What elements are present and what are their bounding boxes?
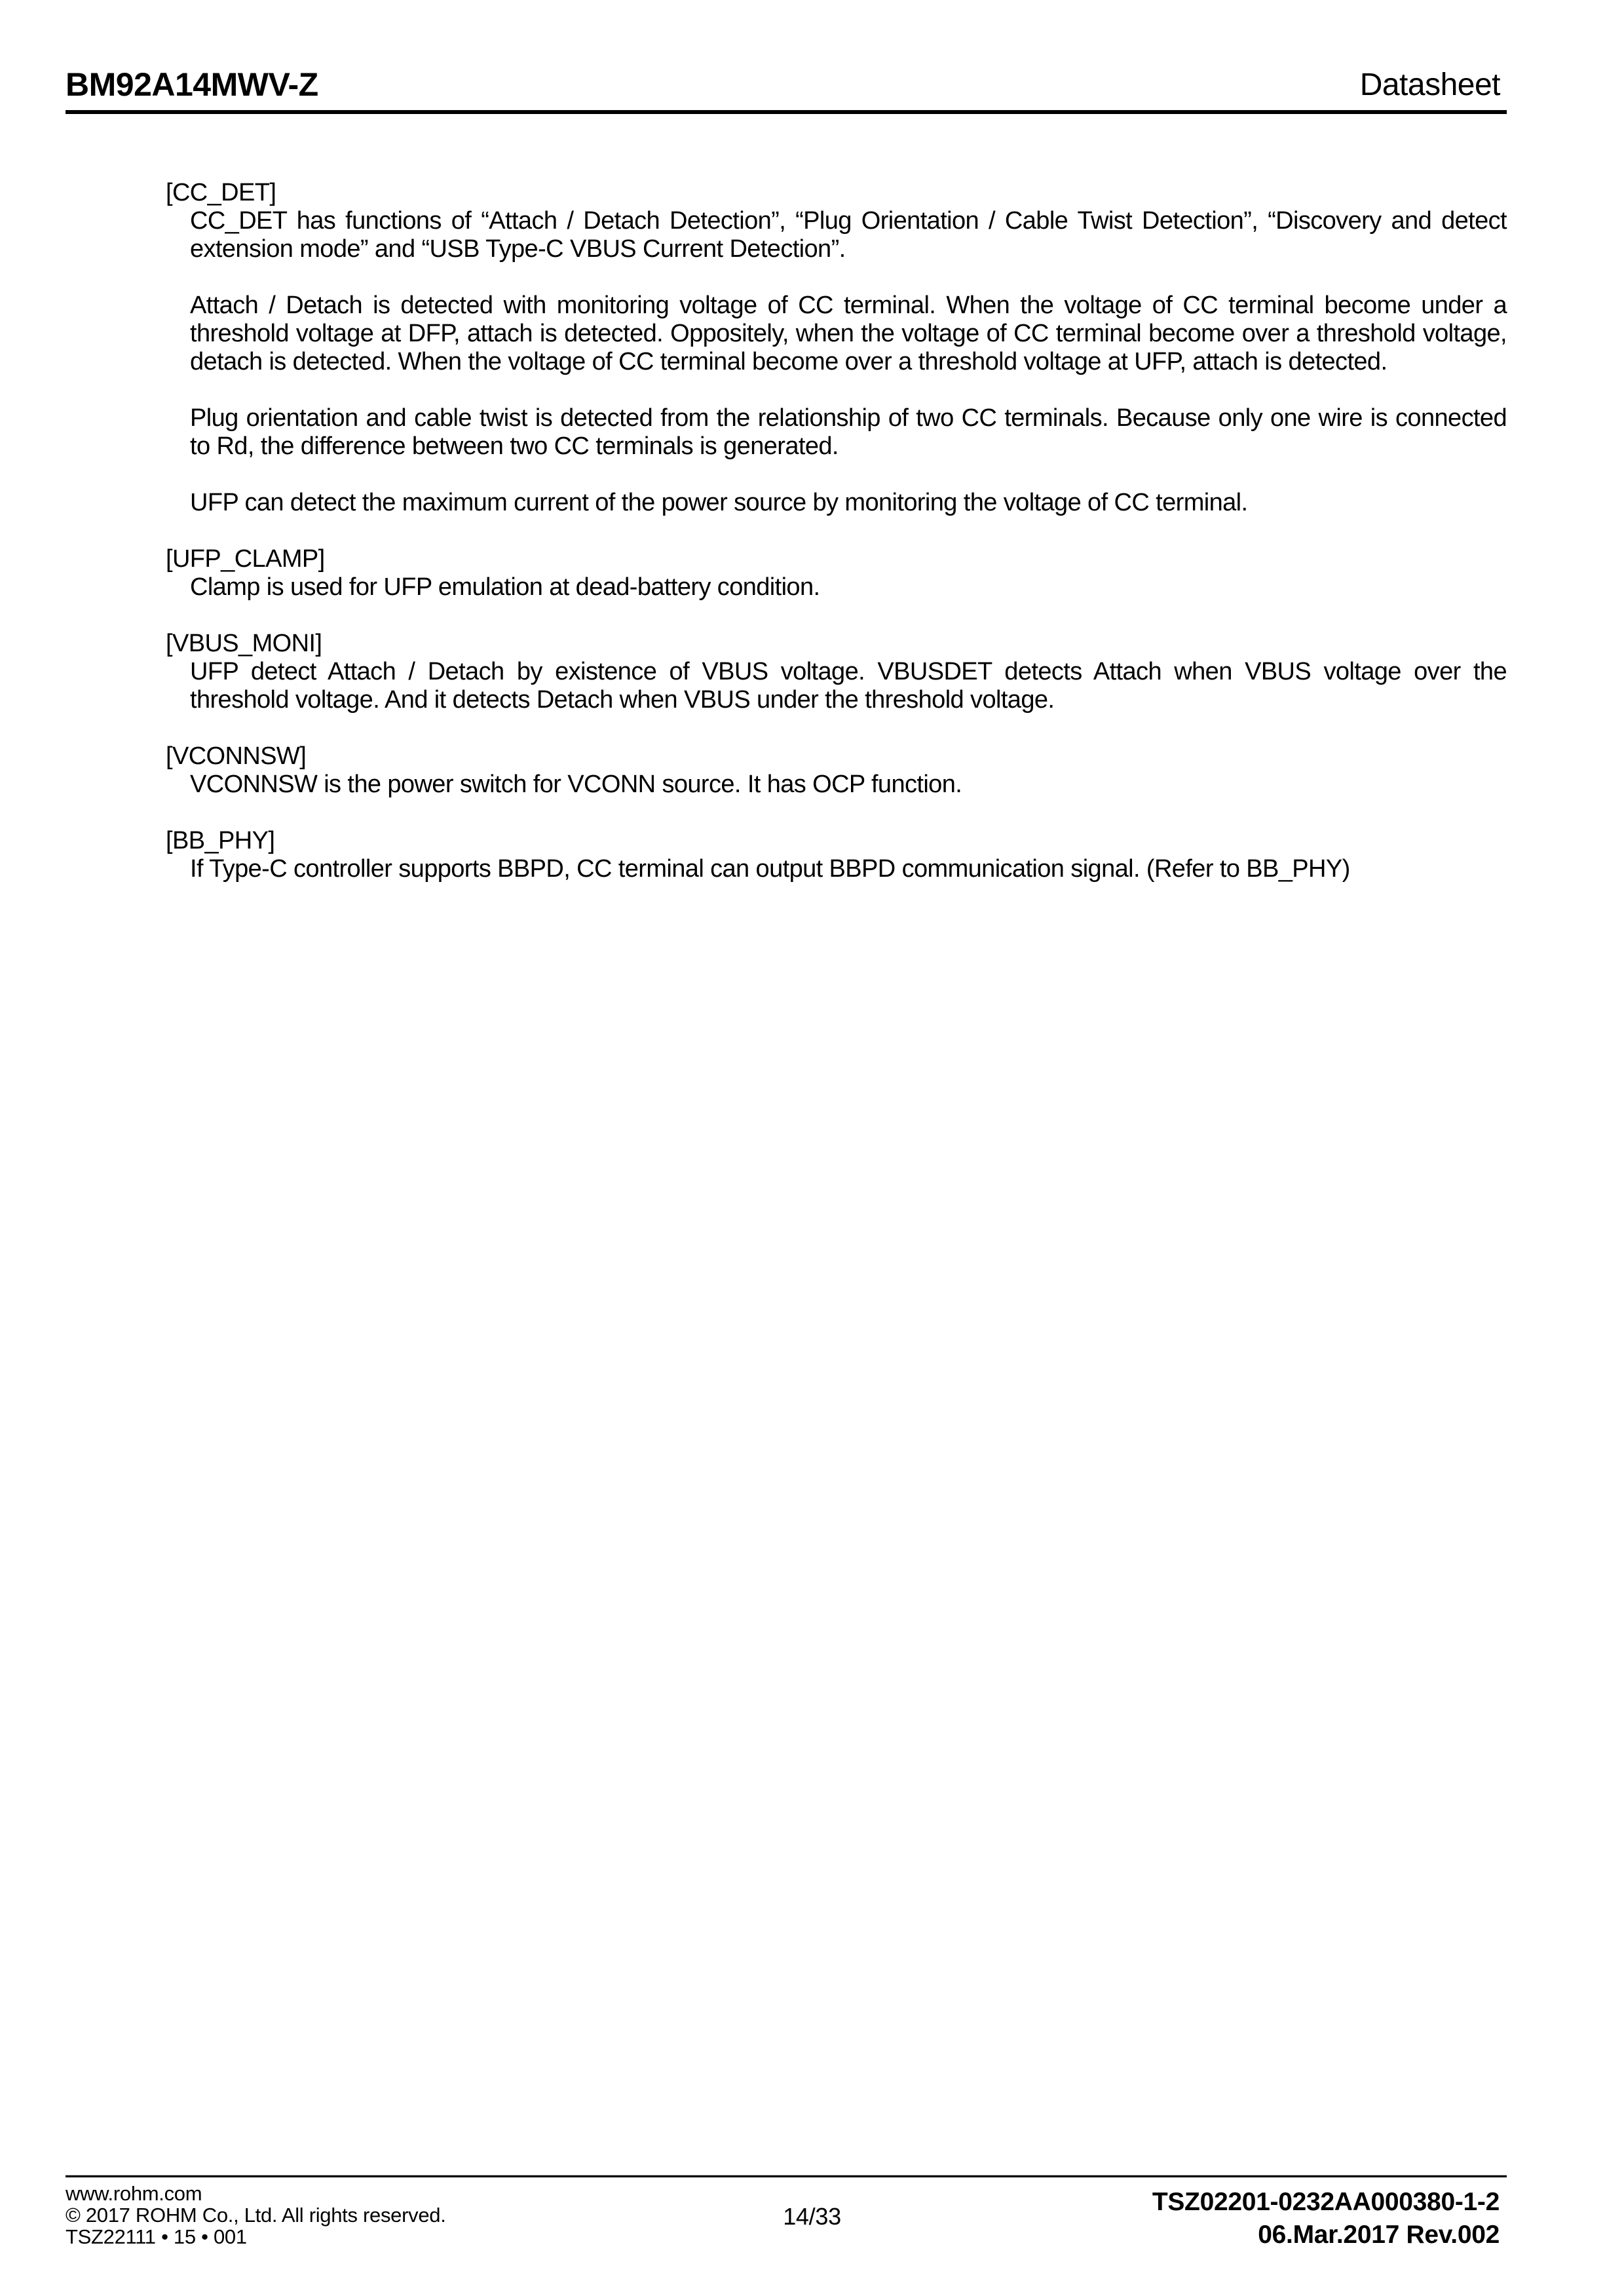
- paragraph: UFP can detect the maximum current of the power source by monitoring the voltage of CC terminal.: [190, 489, 1248, 516]
- footer-doc-code: TSZ22111 • 15 • 001: [66, 2225, 247, 2248]
- section-title: [VCONNSW]: [166, 742, 307, 770]
- paragraph: CC_DET has functions of “Attach / Detach Detection”, “Plug Orientation / Cable Twist Detection”, “Discovery and detect extension mode” and “USB Type-C VBUS Current Detection”.: [190, 207, 1507, 263]
- section-vconnsw: [166, 742, 1507, 799]
- doc-type-label: Datasheet: [1359, 67, 1500, 102]
- page-content: [166, 179, 1507, 911]
- page-number: 14/33: [783, 2203, 841, 2230]
- section-bb-phy: [166, 827, 1507, 883]
- section-vbus-moni: [166, 630, 1507, 714]
- footer-doc-number: TSZ02201-0232AA000380-1-2: [1152, 2188, 1500, 2216]
- footer-copyright: © 2017 ROHM Co., Ltd. All rights reserved.: [66, 2204, 446, 2227]
- paragraph: UFP detect Attach / Detach by existence of VBUS voltage. VBUSDET detects Attach when VBUS voltage over the threshold voltage. And it detects Detach when VBUS under the threshold voltage.: [190, 658, 1507, 714]
- part-number-title: BM92A14MWV-Z: [66, 66, 318, 103]
- paragraph: Attach / Detach is detected with monitoring voltage of CC terminal. When the voltage of CC terminal become under a threshold voltage at DFP, attach is detected. Oppositely, when the voltage of CC terminal become over a threshold voltage, detach is detected. When the voltage of CC terminal become over a threshold voltage at UFP, attach is detected.: [190, 292, 1507, 375]
- section-title: [BB_PHY]: [166, 827, 275, 854]
- footer-right-block: [1152, 2186, 1500, 2251]
- footer-rule: [66, 2175, 1507, 2177]
- paragraph: If Type-C controller supports BBPD, CC terminal can output BBPD communication signal. (Refer to BB_PHY): [190, 855, 1350, 883]
- footer-revision: 06.Mar.2017 Rev.002: [1258, 2221, 1500, 2249]
- section-title: [UFP_CLAMP]: [166, 545, 325, 573]
- footer-website: www.rohm.com: [66, 2182, 202, 2205]
- header-rule: [66, 110, 1507, 114]
- paragraph: Plug orientation and cable twist is detected from the relationship of two CC terminals. Because only one wire is connected to Rd, the difference between two CC terminals is generated.: [190, 404, 1507, 460]
- section-title: [CC_DET]: [166, 179, 276, 206]
- paragraph: VCONNSW is the power switch for VCONN source. It has OCP function.: [190, 771, 962, 798]
- section-title: [VBUS_MONI]: [166, 630, 322, 657]
- section-cc-det: [166, 179, 1507, 517]
- paragraph: Clamp is used for UFP emulation at dead-battery condition.: [190, 573, 820, 601]
- section-ufp-clamp: [166, 545, 1507, 602]
